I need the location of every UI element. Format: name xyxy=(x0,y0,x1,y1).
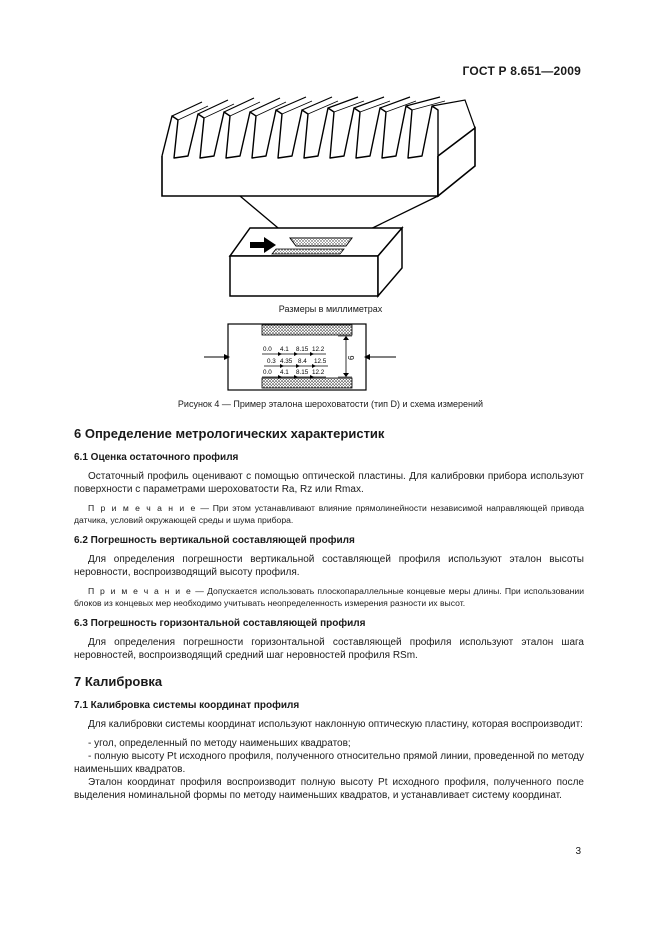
dimensions-caption: Размеры в миллиметрах xyxy=(278,304,383,314)
scheme-label-r3-3: 8.15 xyxy=(296,369,309,376)
note-text: — Допускается использовать плоскопараллельные концевые меры длины. При использовании блоков из концевых мер необходимо учитывать неопределенность измерения разности их высот. xyxy=(74,586,584,608)
section-7-1-title: 7.1 Калибровка системы координат профиля xyxy=(74,700,300,711)
measurement-scheme xyxy=(200,320,420,396)
scheme-label-r1-4: 12.2 xyxy=(312,346,325,353)
list-item: - угол, определенный по методу наименьших квадратов; xyxy=(88,738,351,749)
note-label: П р и м е ч а н и е xyxy=(88,586,193,596)
roughness-standard-illustration xyxy=(140,96,480,301)
scheme-label-r2-1: 0.3 xyxy=(267,358,276,365)
section-6-3-paragraph: Для определения погрешности горизонтальной составляющей профиля используют эталон шага неровностей, воспроизводящий средний шаг неровностей профиля RSm. xyxy=(74,637,584,661)
section-7-1-paragraph-1: Для калибровки системы координат используют наклонную оптическую пластину, которая воспроизводит: xyxy=(88,719,583,730)
scheme-label-r3-1: 0.0 xyxy=(263,369,272,376)
section-6-2-note xyxy=(74,585,584,609)
section-6-3-title: 6.3 Погрешность горизонтальной составляющей профиля xyxy=(74,618,366,629)
scheme-label-r1-2: 4.1 xyxy=(280,346,289,353)
section-6-1-title: 6.1 Оценка остаточного профиля xyxy=(74,452,239,463)
scheme-label-r2-2: 4.35 xyxy=(280,358,293,365)
note-text: — При этом устанавливают влияние прямолинейности независимой направляющей привода датчика, условий окружающей среды и шума прибора. xyxy=(74,503,585,525)
scheme-label-r1-1: 0.0 xyxy=(263,346,272,353)
document-id: ГОСТ Р 8.651—2009 xyxy=(462,64,581,78)
section-6-2-paragraph: Для определения погрешности вертикальной составляющей профиля используют эталон высоты неровности, воспроизводящий высоту профиля. xyxy=(74,554,584,578)
section-7-title: 7 Калибровка xyxy=(74,674,163,689)
scheme-label-r2-4: 12.5 xyxy=(314,358,327,365)
section-6-2-title: 6.2 Погрешность вертикальной составляющей профиля xyxy=(74,535,355,546)
note-label: П р и м е ч а н и е xyxy=(88,503,197,513)
section-7-1-paragraph-2: Эталон координат профиля воспроизводит полную высоту Pt исходного профиля, полученного после выделения номинальной формы по методу наименьших квадратов, и устанавливает систему координат. xyxy=(74,777,584,801)
list-item: - полную высоту Pt исходного профиля, полученного относительно прямой линии, проведенной по методу наименьших квадратов. xyxy=(74,751,584,775)
figure-caption: Рисунок 4 — Пример эталона шероховатости (тип D) и схема измерений xyxy=(177,399,484,409)
scheme-label-r3-4: 12.2 xyxy=(312,369,325,376)
section-6-title: 6 Определение метрологических характеристик xyxy=(74,426,385,441)
section-6-1-note xyxy=(74,502,584,526)
page-content xyxy=(74,426,584,808)
scheme-label-r1-3: 8.15 xyxy=(296,346,309,353)
scheme-height-label: 6 xyxy=(347,355,356,360)
scheme-label-r2-3: 8.4 xyxy=(298,358,307,365)
section-6-1-paragraph: Остаточный профиль оценивают с помощью оптической пластины. Для калибровки прибора используют поверхности с параметрами шероховатости Ra, Rz или Rmax. xyxy=(74,471,584,495)
page-number: 3 xyxy=(575,846,581,857)
scheme-label-r3-2: 4.1 xyxy=(280,369,289,376)
